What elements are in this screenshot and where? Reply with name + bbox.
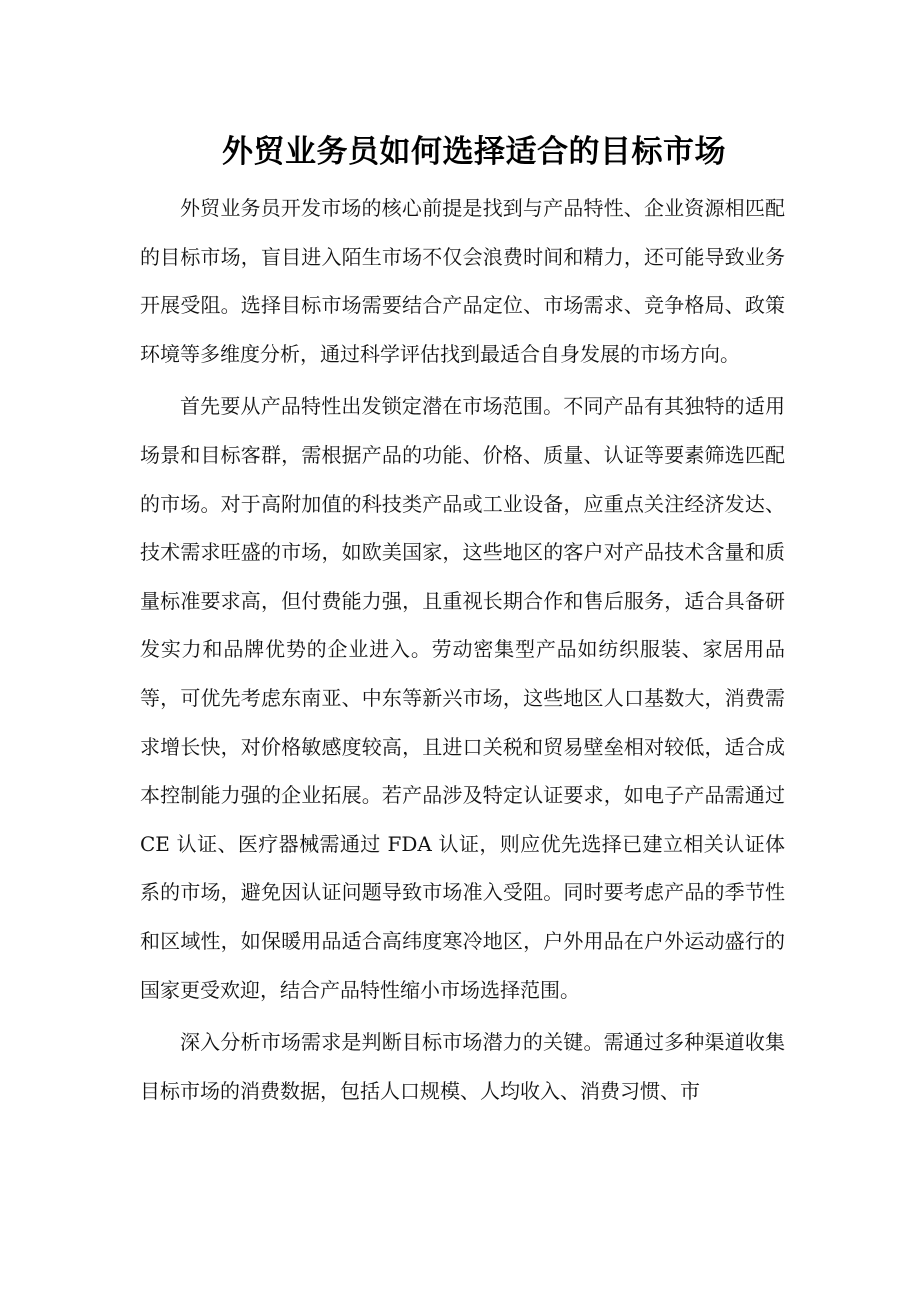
document-body — [140, 184, 785, 1119]
paragraph-product-features: 首先要从产品特性出发锁定潜在市场范围。不同产品有其独特的适用场景和目标客群，需根据产品的功能、价格、质量、认证等要素筛选匹配的市场。对于高附加值的科技类产品或工业设备，应重点关注经济发达、技术需求旺盛的市场，如欧美国家，这些地区的客户对产品技术含量和质量标准要求高，但付费能力强，且重视长期合作和售后服务，适合具备研发实力和品牌优势的企业进入。劳动密集型产品如纺织服装、家居用品等，可优先考虑东南亚、中东等新兴市场，这些地区人口基数大，消费需求增长快，对价格敏感度较高，且进口关税和贸易壁垒相对较低，适合成本控制能力强的企业拓展。若产品涉及特定认证要求，如电子产品需通过 CE 认证、医疗器械需通过 FDA 认证，则应优先选择已建立相关认证体系的市场，避免因认证问题导致市场准入受阻。同时要考虑产品的季节性和区域性，如保暖用品适合高纬度寒冷地区，户外用品在户外运动盛行的国家更受欢迎，结合产品特性缩小市场选择范围。 — [140, 394, 785, 1002]
paragraph-market-demand: 深入分析市场需求是判断目标市场潜力的关键。需通过多种渠道收集目标市场的消费数据，包括人口规模、人均收入、消费习惯、市 — [140, 1030, 785, 1103]
paragraph-intro: 外贸业务员开发市场的核心前提是找到与产品特性、企业资源相匹配的目标市场，盲目进入陌生市场不仅会浪费时间和精力，还可能导致业务开展受阻。选择目标市场需要结合产品定位、市场需求、竞争格局、政策环境等多维度分析，通过科学评估找到最适合自身发展的市场方向。 — [140, 196, 785, 366]
page-title: 外贸业务员如何选择适合的目标市场 — [222, 134, 726, 170]
